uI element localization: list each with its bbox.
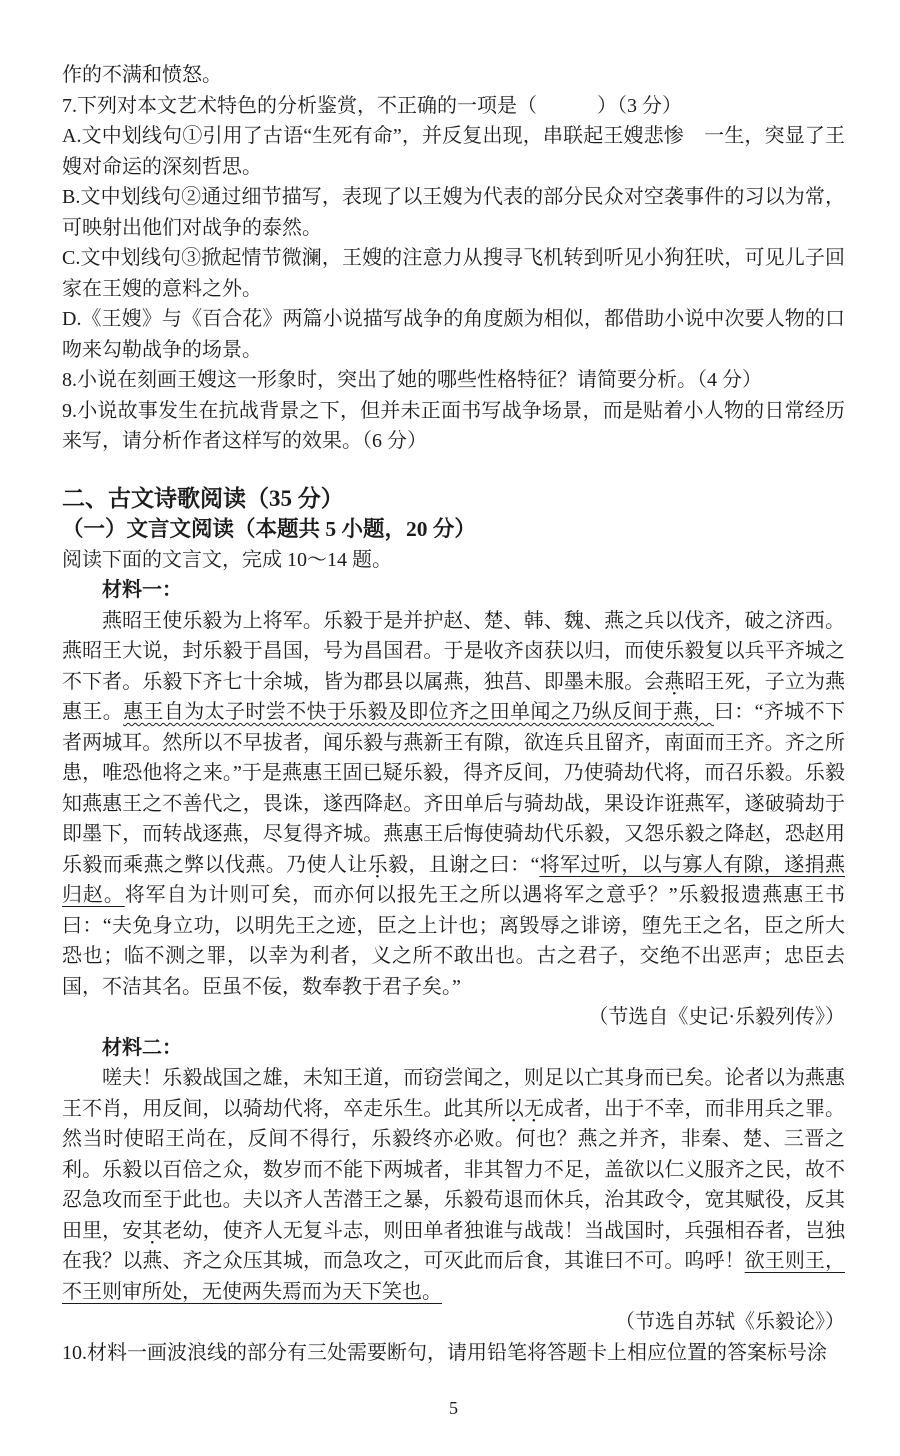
question-7-option-d: D.《王嫂》与《百合花》两篇小说描写战争的角度颇为相似，都借助小说中次要人物的口吻来勾勒战争的场景。: [62, 308, 845, 361]
material-1-segment: 乐毅，且谢之曰：“: [367, 853, 540, 876]
material-2-segment: 其老幼，使齐人无复斗志，则田单者独谁与战哉！当战国时，兵强相吞者，岂独在我？以燕、齐之众压其城，而急攻之，可灭此而后食，其谁曰不可。呜呼！: [62, 1219, 846, 1272]
material-1-segment: 将军自为计则可矣，而亦何以报先王之所以遇将军之意乎？”乐毅报遗燕惠王书曰：“夫免身立功，以明先王之迹，臣之上计也；离毁辱之诽谤，堕先王之名，臣之所大恐也；临不测之罪，以幸为利者，义之所不敢出也。古之君子，交绝不出恶声；忠臣去国，不洁其名。臣虽不佞，数奉教于君子矣。”: [62, 884, 845, 998]
material-1-source: （节选自《史记·乐毅列传》）: [588, 1006, 845, 1028]
material-2-segment: 无成者，出于不幸，而非用兵之罪。然当时使昭王尚在，反间不得行，乐毅终亦必败。何也？燕之并齐，非秦、楚、三晋之利。乐毅以百倍之众，数岁而不能下两城者，非其智力不足，盖欲以仁义服齐之民，故不忍急攻而至于此也。夫以齐人苦潜王之暴，乐毅苟退而休兵，治其政令，宽其赋役，反其田里，: [62, 1097, 846, 1242]
question-7-option-c: C.文中划线句③掀起情节微澜，王嫂的注意力从搜寻飞机转到听见小狗狂吠，可见儿子回家在王嫂的意料之外。: [62, 247, 845, 300]
material-2-label: 材料二：: [102, 1036, 182, 1059]
section-title: 二、古文诗歌阅读（35 分）: [62, 485, 344, 511]
material-1-segment: 燕昭王使乐毅为上将军。乐毅于是并护赵、楚、韩、魏、燕之兵以伐齐，破之济西。燕昭王大说，封乐毅于昌国，号为昌国君。于是收齐卤获以归，而使乐毅复以兵平齐城之不下者。乐毅下齐七十余城，皆为郡县以属燕，独莒、即墨未服。: [62, 609, 845, 693]
material-2-emphasis-char: 以: [503, 1097, 524, 1120]
question-9: 9.小说故事发生在抗战背景之下，但并未正面书写战争场景，而是贴着小人物的日常经历来写，请分析作者这样写的效果。（6 分）: [62, 399, 845, 452]
reading-instruction: 阅读下面的文言文，完成 10～14 题。: [62, 548, 392, 571]
subsection-title: （一）文言文阅读（本题共 5 小题，20 分）: [62, 516, 476, 541]
question-7-option-a: A.文中划线句①引用了古语“生死有命”，并反复出现，串联起王嫂悲惨 一生，突显了王嫂对命运的深刻哲思。: [62, 125, 845, 178]
material-1-emphasis-char: 会: [644, 670, 665, 693]
material-2-segment: 嗟夫！乐毅战国之雄，未知王道，而窃尝闻之，则足以亡其身而已矣。论者以为燕惠王不肖，用反间，以骑劫代将，卒走乐生。此其: [62, 1067, 845, 1120]
material-2-underlined-clause: 欲王则王，不王则审所处，无使两失焉而为天下笑也。: [62, 1250, 846, 1303]
question-8: 8.小说在刻画王嫂这一形象时，突出了她的哪些性格特征？请简要分析。（4 分）: [62, 369, 762, 391]
question-10: 10.材料一画波浪线的部分有三处需要断句，请用铅笔将答题卡上相应位置的答案标号涂: [62, 1341, 827, 1364]
material-2-source: （节选自苏轼《乐毅论》）: [615, 1311, 845, 1333]
material-2-text: [62, 1063, 845, 1307]
material-1-segment: 曰：“齐城不下者两城耳。然所以不早拔者，闻乐毅与燕新王有隙，欲连兵且留齐，南面而王齐。齐之所患，唯恐他将之来。”于是燕惠王固已疑乐毅，得齐反间，乃使骑劫代将，而召乐毅。乐毅知燕惠王之不善代之，畏诛，遂西降赵。齐田单后与骑劫战，果设诈诳燕军，遂破骑劫于即墨下，而转战逐燕，尽复得齐城。燕惠王后悔使骑劫代乐毅，又怨乐毅之降赵，恐赵用乐毅而乘燕之弊以伐燕。乃使人: [62, 701, 846, 876]
material-1-underlined-clause: 将军过听，以与寡人有隙，遂捐燕归赵。: [62, 853, 846, 906]
material-1-wavy-underlined-clause: 惠王自为太子时尝不快于乐毅及即位齐之田单闻之乃纵反间于燕，: [123, 701, 714, 723]
page-number: 5: [449, 1398, 458, 1418]
question-7-option-b: B.文中划线句②通过细节描写，表现了以王嫂为代表的部分民众对空袭事件的习以为常，可映射出他们对战争的泰然。: [62, 186, 845, 239]
paragraph-continuation: 作的不满和愤怒。: [62, 64, 222, 86]
material-1-segment: 燕昭王死，子立为燕惠王。: [62, 670, 846, 723]
material-2-emphasis-char: 所: [483, 1097, 504, 1120]
material-1-text: [62, 606, 845, 1003]
material-2-emphasis-char: 安: [122, 1219, 143, 1242]
material-1-emphasis-char: 让: [347, 853, 368, 876]
material-1-label: 材料一：: [102, 579, 182, 601]
question-7-stem: 7.下列对本文艺术特色的分析鉴赏，不正确的一项是（ ）（3 分）: [62, 94, 682, 117]
